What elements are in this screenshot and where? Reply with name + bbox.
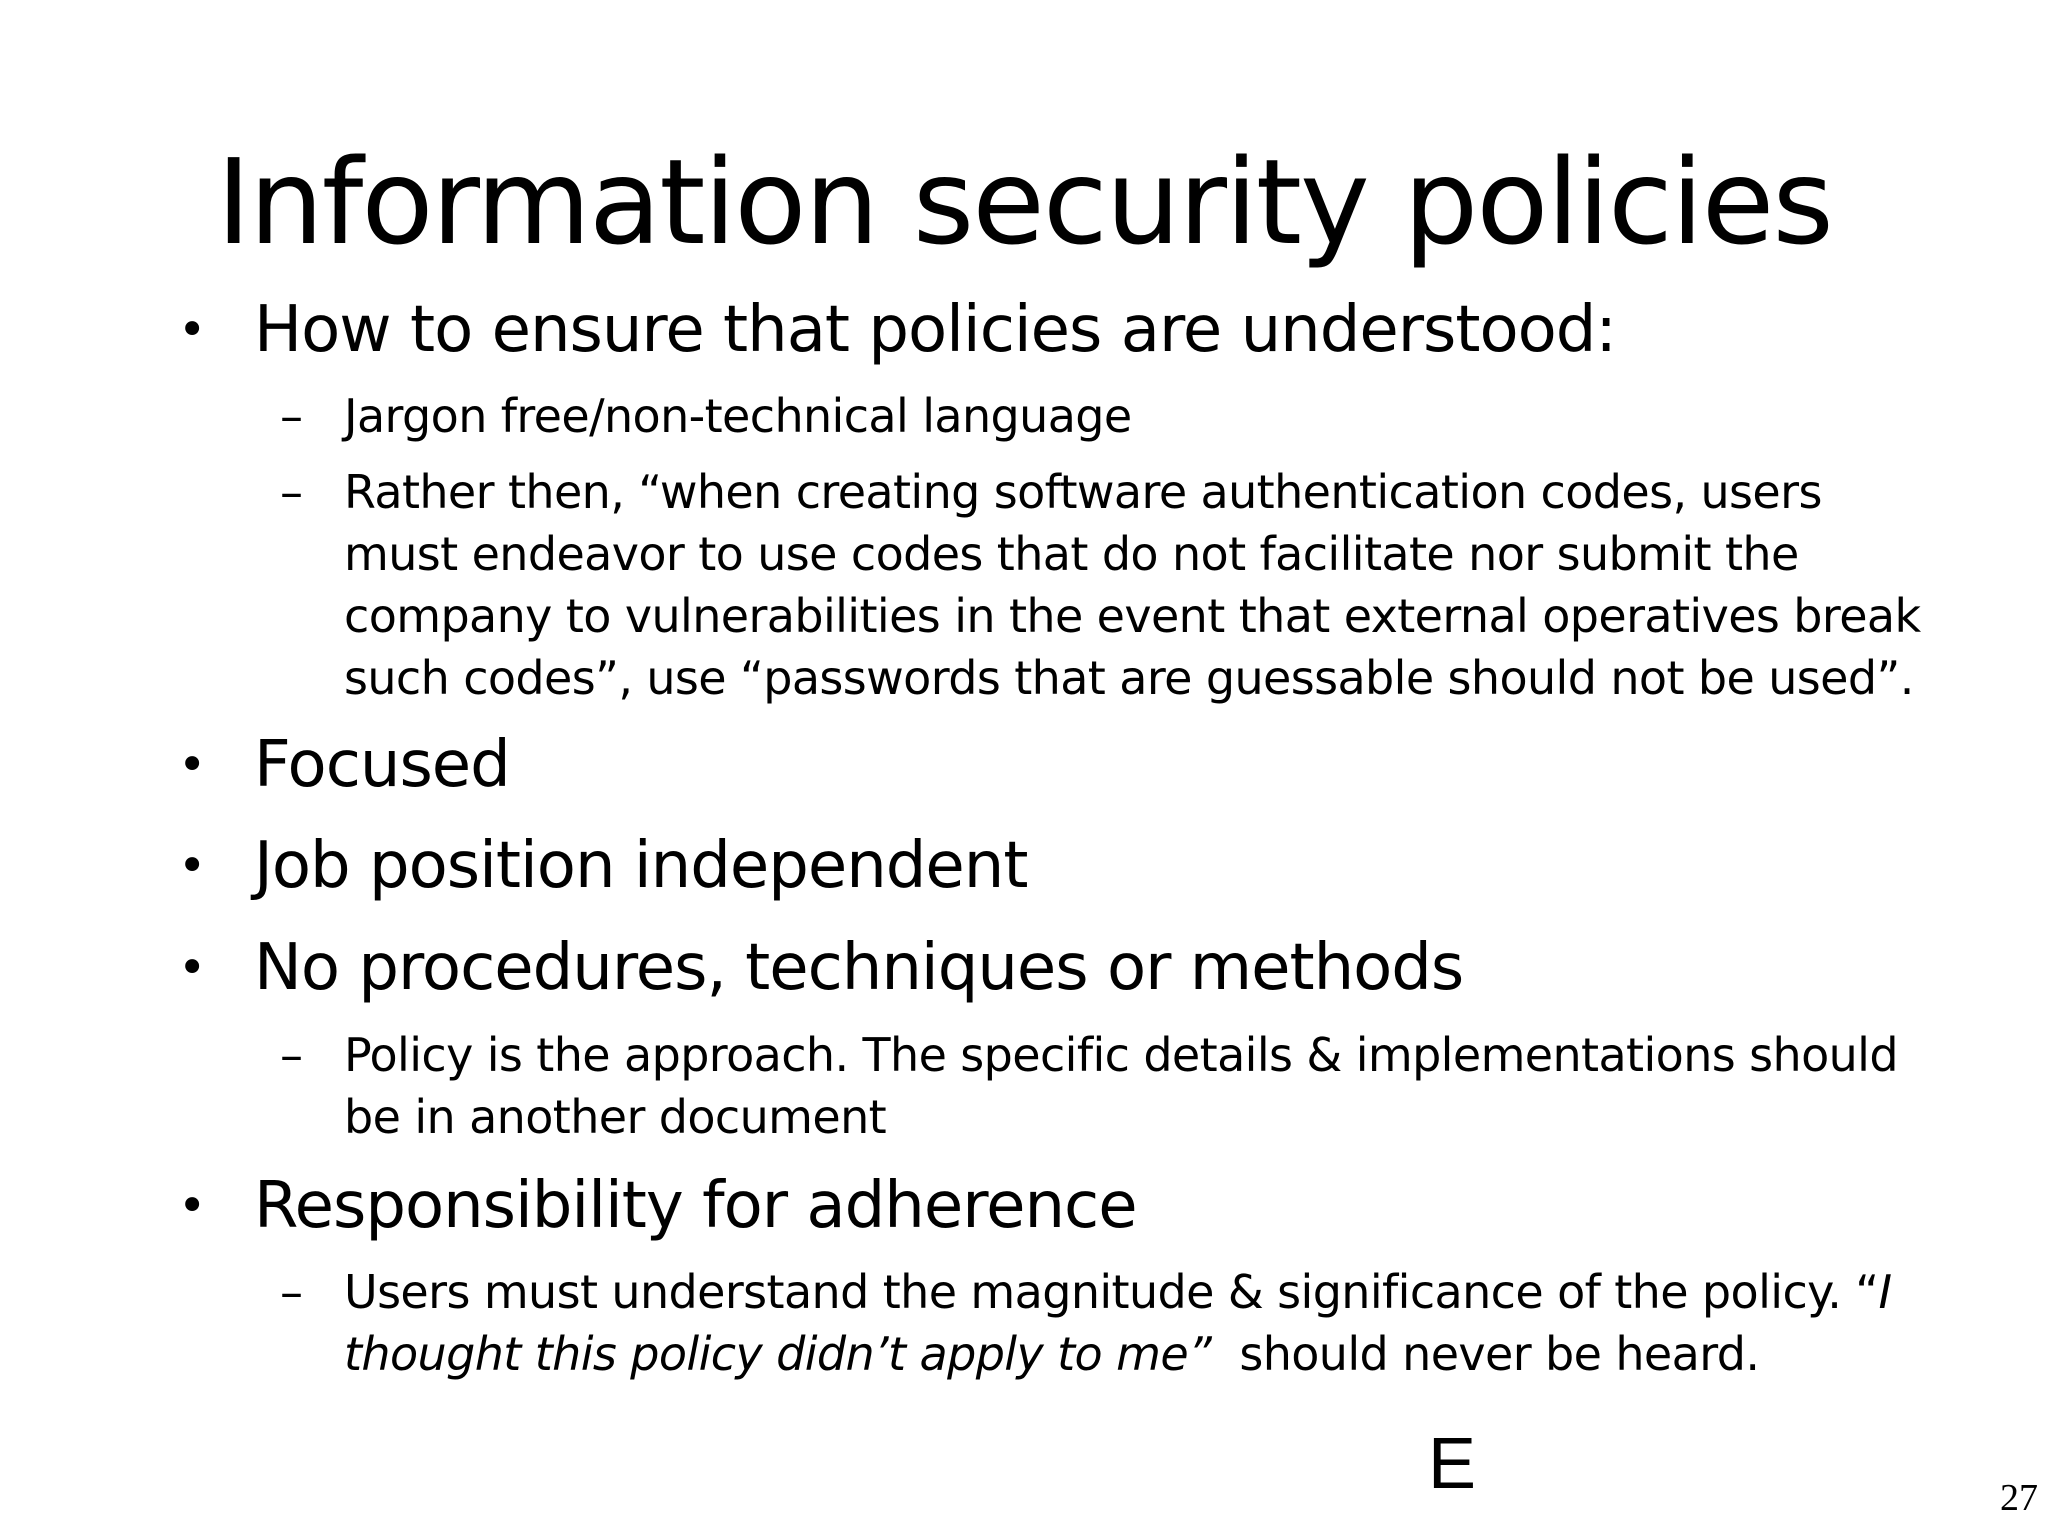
- dash-icon: –: [280, 389, 303, 443]
- sub-item-text: [344, 1261, 1944, 1385]
- bullet-icon: •: [178, 737, 207, 793]
- sub-item-line: must endeavor to use codes that do not facilitate nor submit the: [344, 527, 1799, 581]
- sub-item-text: Jargon free/non-technical language: [344, 389, 1132, 443]
- bullet-text: How to ensure that policies are understood:: [254, 293, 1616, 367]
- dash-icon: –: [280, 1028, 303, 1082]
- bullet-icon: •: [178, 940, 207, 996]
- dash-icon: –: [280, 1265, 303, 1319]
- bullet-icon: •: [178, 838, 207, 894]
- sub-item-plain-text: Users must understand the magnitude & significance of the policy. “: [344, 1265, 1879, 1319]
- bullet-icon: •: [178, 1178, 207, 1234]
- slide-title: Information security policies: [216, 133, 1832, 271]
- page-number: 27: [2000, 1477, 2038, 1519]
- sub-item-line: Policy is the approach. The specific details & implementations should: [344, 1028, 1898, 1082]
- sub-item-plain-text: should never be heard.: [1211, 1327, 1760, 1381]
- sub-item-italic-text: I: [1878, 1265, 1892, 1319]
- sub-item-line: Rather then, “when creating software authentication codes, users: [344, 465, 1822, 519]
- sub-item-text: [344, 1024, 1944, 1148]
- bullet-text: Focused: [254, 728, 510, 802]
- sub-item-line: company to vulnerabilities in the event that external operatives break: [344, 589, 1921, 643]
- bullet-text: No procedures, techniques or methods: [254, 931, 1464, 1005]
- dash-icon: –: [280, 465, 303, 519]
- sub-item-text: [344, 461, 1944, 709]
- bullet-text: Responsibility for adherence: [254, 1169, 1137, 1243]
- marker-letter: E: [1428, 1424, 1477, 1504]
- bullet-icon: •: [178, 302, 207, 358]
- sub-item-line: be in another document: [344, 1090, 887, 1144]
- sub-item-line: [344, 1323, 1944, 1385]
- sub-item-italic-text: thought this policy didn’t apply to me”: [344, 1327, 1212, 1381]
- bullet-text: Job position independent: [254, 829, 1028, 903]
- sub-item-line: such codes”, use “passwords that are guessable should not be used”.: [344, 651, 1914, 705]
- sub-item-line: [344, 1261, 1944, 1323]
